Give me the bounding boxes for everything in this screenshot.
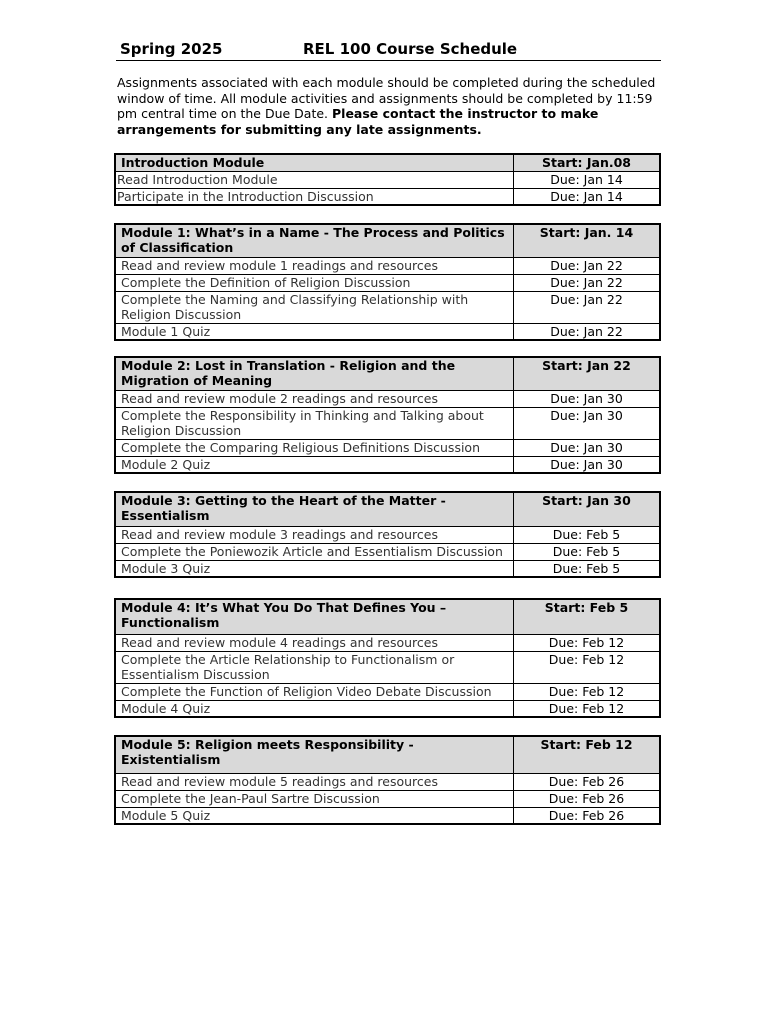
due-cell: Due: Jan 22 — [514, 274, 661, 291]
task-cell: Read and review module 1 readings and resources — [115, 257, 514, 274]
due-cell: Due: Feb 12 — [514, 700, 661, 717]
page-title: REL 100 Course Schedule — [303, 40, 518, 58]
due-cell: Due: Jan 22 — [514, 291, 661, 323]
intro-text: Assignments associated with each module should be completed during the scheduled window of time. All module activities and assignments should be completed by 11:59 pm central time on the Due Date. — [117, 75, 656, 121]
table-row — [115, 439, 660, 456]
module-header-row — [115, 599, 660, 634]
module-title: Introduction Module — [115, 154, 514, 171]
intro-late-notice: Please contact the instructor to make arrangements for submitting any late assignments. — [117, 106, 599, 137]
table-row — [115, 683, 660, 700]
task-cell: Module 2 Quiz — [115, 456, 514, 473]
task-cell: Read and review module 3 readings and resources — [115, 526, 514, 543]
table-row — [115, 323, 660, 340]
module-table-4 — [114, 598, 661, 718]
task-cell: Module 1 Quiz — [115, 323, 514, 340]
module-start: Start: Feb 5 — [514, 599, 661, 634]
module-start: Start: Jan.08 — [514, 154, 661, 171]
task-cell: Complete the Naming and Classifying Relationship with Religion Discussion — [115, 291, 514, 323]
table-row — [115, 188, 660, 205]
module-title: Module 3: Getting to the Heart of the Matter - Essentialism — [115, 492, 514, 526]
due-cell: Due: Feb 12 — [514, 651, 661, 683]
module-start: Start: Jan 30 — [514, 492, 661, 526]
module-start: Start: Feb 12 — [514, 736, 661, 773]
table-row — [115, 700, 660, 717]
module-table-intro — [114, 153, 661, 206]
table-row — [115, 291, 660, 323]
module-table-2 — [114, 356, 661, 474]
task-cell: Complete the Comparing Religious Definitions Discussion — [115, 439, 514, 456]
module-header-row — [115, 224, 660, 257]
module-table-1 — [114, 223, 661, 341]
module-start: Start: Jan. 14 — [514, 224, 661, 257]
module-header-row — [115, 736, 660, 773]
due-cell: Due: Feb 26 — [514, 790, 661, 807]
due-cell: Due: Feb 5 — [514, 526, 661, 543]
due-cell: Due: Feb 12 — [514, 634, 661, 651]
module-header-row — [115, 492, 660, 526]
due-cell: Due: Jan 30 — [514, 439, 661, 456]
table-row — [115, 257, 660, 274]
task-cell: Participate in the Introduction Discussion — [115, 188, 514, 205]
intro-paragraph — [117, 75, 662, 137]
task-cell: Read and review module 4 readings and resources — [115, 634, 514, 651]
table-row — [115, 634, 660, 651]
task-cell: Complete the Poniewozik Article and Essentialism Discussion — [115, 543, 514, 560]
due-cell: Due: Jan 30 — [514, 390, 661, 407]
due-cell: Due: Jan 30 — [514, 407, 661, 439]
due-cell: Due: Feb 5 — [514, 543, 661, 560]
task-cell: Module 3 Quiz — [115, 560, 514, 577]
term-label: Spring 2025 — [120, 40, 223, 58]
module-table-5 — [114, 735, 661, 825]
task-cell: Read Introduction Module — [115, 171, 514, 188]
module-title: Module 2: Lost in Translation - Religion and the Migration of Meaning — [115, 357, 514, 390]
task-cell: Complete the Definition of Religion Discussion — [115, 274, 514, 291]
due-cell: Due: Feb 26 — [514, 807, 661, 824]
table-row — [115, 790, 660, 807]
module-title: Module 5: Religion meets Responsibility - Existentialism — [115, 736, 514, 773]
page-header — [116, 40, 661, 61]
task-cell: Complete the Responsibility in Thinking and Talking about Religion Discussion — [115, 407, 514, 439]
task-cell: Complete the Jean-Paul Sartre Discussion — [115, 790, 514, 807]
table-row — [115, 274, 660, 291]
table-row — [115, 526, 660, 543]
table-row — [115, 651, 660, 683]
task-cell: Complete the Function of Religion Video Debate Discussion — [115, 683, 514, 700]
task-cell: Complete the Article Relationship to Functionalism or Essentialism Discussion — [115, 651, 514, 683]
due-cell: Due: Feb 26 — [514, 773, 661, 790]
table-row — [115, 773, 660, 790]
due-cell: Due: Jan 22 — [514, 257, 661, 274]
due-cell: Due: Jan 14 — [514, 188, 661, 205]
table-row — [115, 390, 660, 407]
module-title: Module 1: What’s in a Name - The Process and Politics of Classification — [115, 224, 514, 257]
module-title: Module 4: It’s What You Do That Defines You – Functionalism — [115, 599, 514, 634]
table-row — [115, 560, 660, 577]
due-cell: Due: Jan 14 — [514, 171, 661, 188]
table-row — [115, 543, 660, 560]
module-table-3 — [114, 491, 661, 578]
task-cell: Read and review module 5 readings and resources — [115, 773, 514, 790]
due-cell: Due: Feb 12 — [514, 683, 661, 700]
due-cell: Due: Feb 5 — [514, 560, 661, 577]
task-cell: Read and review module 2 readings and resources — [115, 390, 514, 407]
module-header-row — [115, 357, 660, 390]
due-cell: Due: Jan 30 — [514, 456, 661, 473]
task-cell: Module 4 Quiz — [115, 700, 514, 717]
module-header-row — [115, 154, 660, 171]
table-row — [115, 171, 660, 188]
table-row — [115, 407, 660, 439]
table-row — [115, 456, 660, 473]
table-row — [115, 807, 660, 824]
due-cell: Due: Jan 22 — [514, 323, 661, 340]
module-start: Start: Jan 22 — [514, 357, 661, 390]
task-cell: Module 5 Quiz — [115, 807, 514, 824]
